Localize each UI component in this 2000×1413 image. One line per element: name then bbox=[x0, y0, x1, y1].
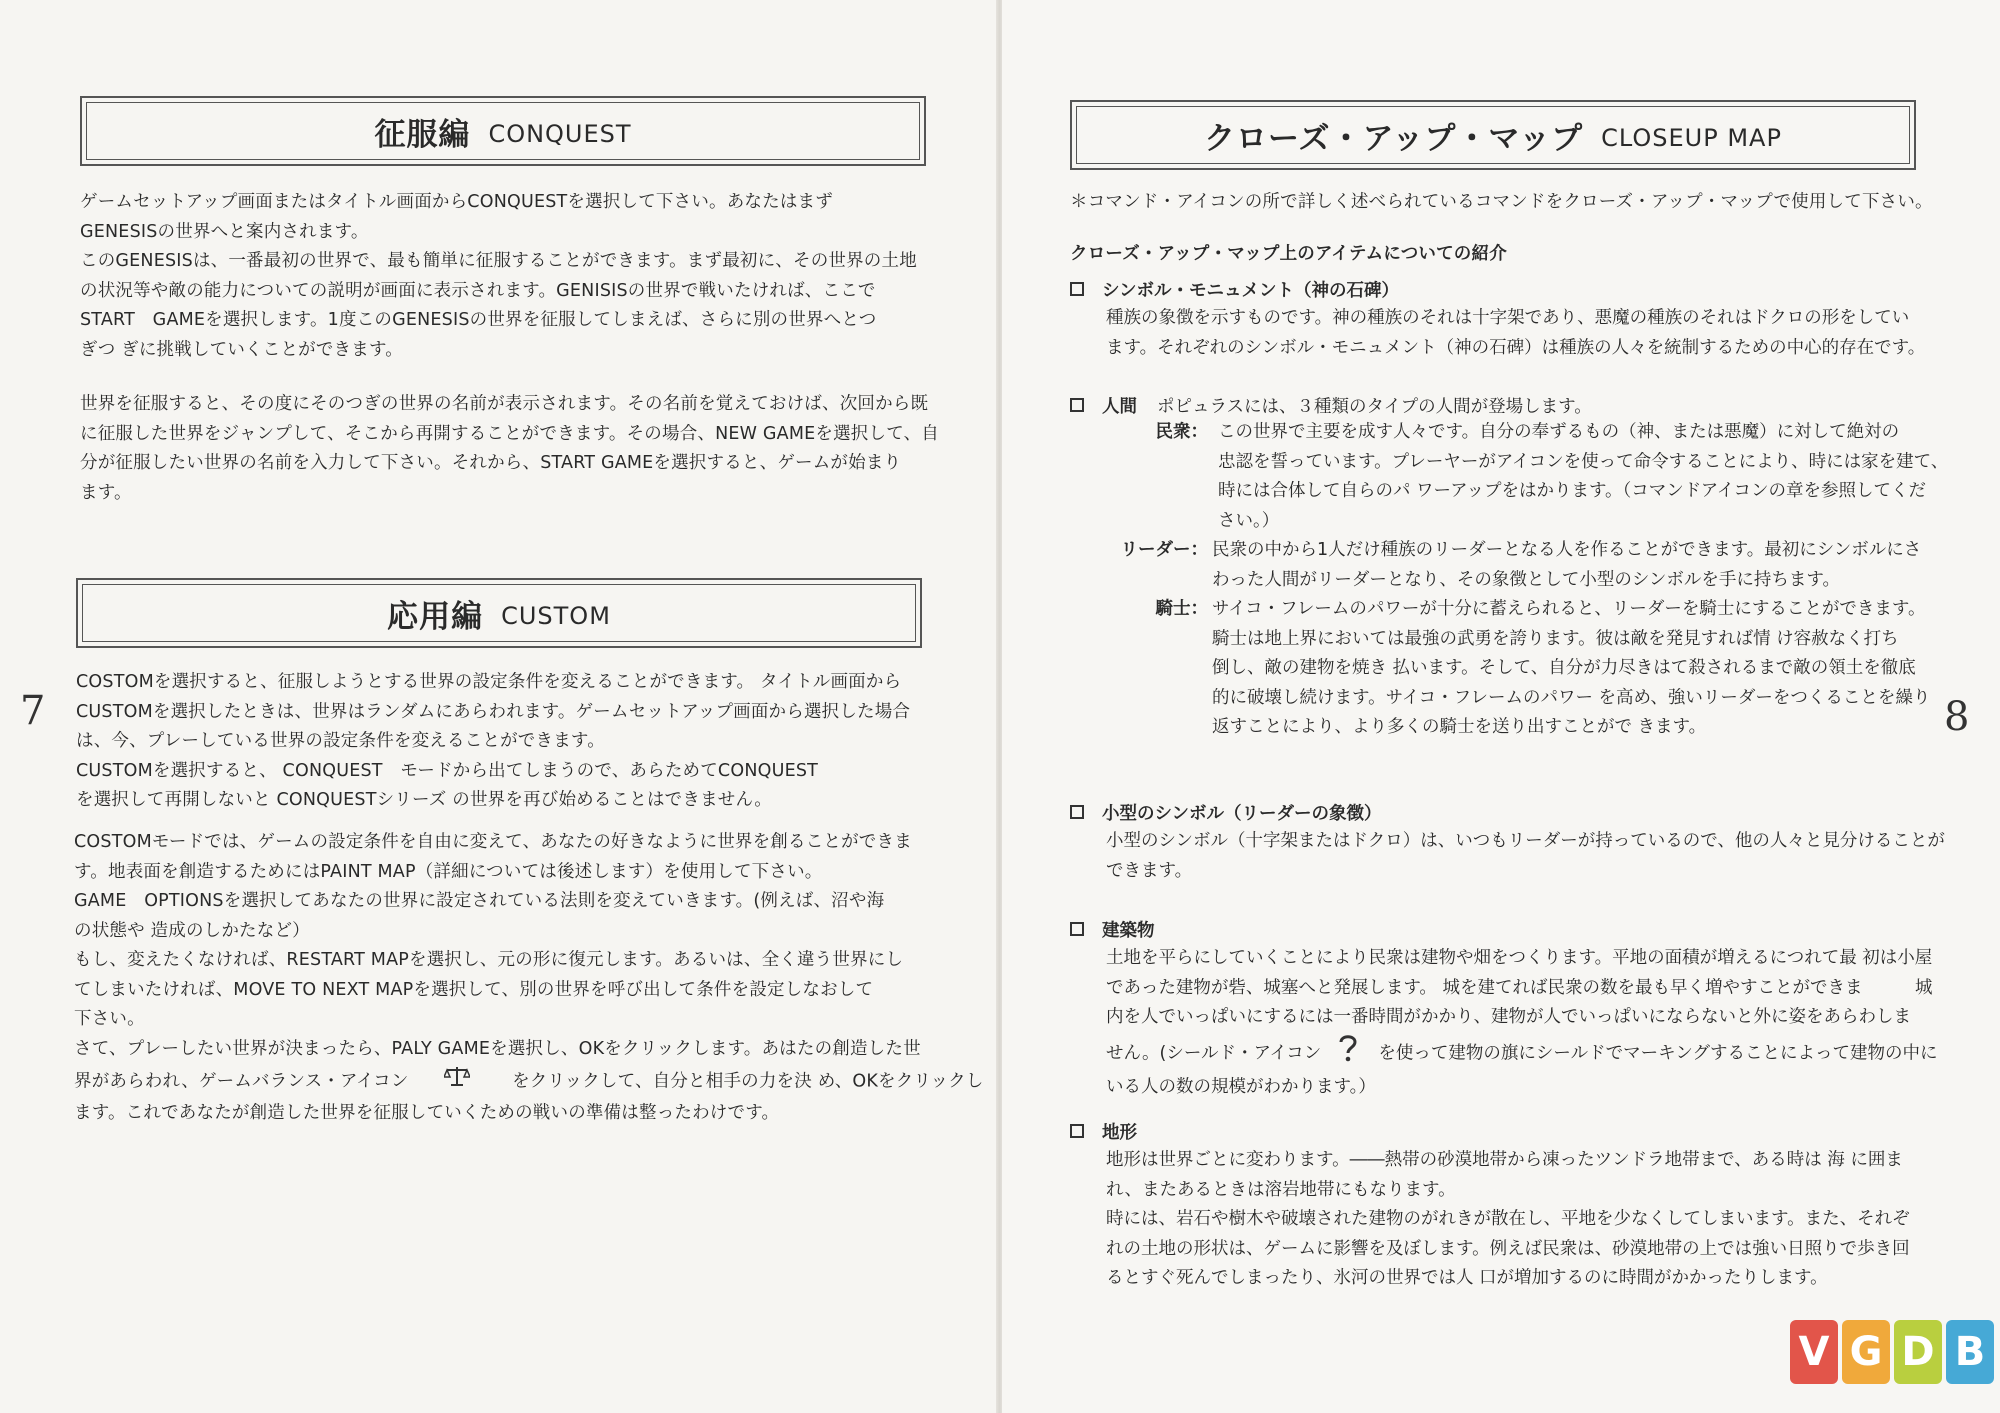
watermark-letter: D bbox=[1894, 1320, 1942, 1384]
text-line: れ、またあるときは溶岩地帯にもなります。 bbox=[1106, 1179, 1456, 1200]
text-line: 騎士は地上界においては最強の武勇を誇ります。彼は敵を発見すれば情 け容赦なく打ち bbox=[1212, 628, 1899, 649]
text-fragment: せん。(シールド・アイコン bbox=[1106, 1042, 1322, 1063]
watermark-letter: G bbox=[1842, 1320, 1890, 1384]
text-line: てしまいたければ、MOVE TO NEXT MAPを選択して、別の世界を呼び出して条件を設定しなおして bbox=[74, 979, 874, 1000]
role-label: 民衆： bbox=[1155, 422, 1208, 442]
text-line: 時には、岩石や樹木や破壊された建物のがれきが散在し、平地を少なくしてしまいます。また、それぞ bbox=[1106, 1209, 1910, 1229]
text-line: 時には合体して自らのパ ワーアップをはかります。（コマンドアイコンの章を参照してくだ bbox=[1218, 481, 1927, 501]
text-line-with-icon bbox=[1106, 1033, 1938, 1074]
text-line: GAME OPTIONSを選択してあなたの世界に設定されている法則を変えていきます。(例えば、沼や海 bbox=[74, 891, 885, 911]
text-line: 返すことにより、より多くの騎士を送り出すことがで きます。 bbox=[1212, 717, 1707, 737]
role-text bbox=[1212, 536, 1921, 595]
text-line: ます。 bbox=[80, 482, 132, 503]
text-line: ぎつ ぎに挑戦していくことができます。 bbox=[80, 339, 403, 360]
text-line: 下さい。 bbox=[74, 1009, 145, 1029]
text-line: 種族の象徴を示すものです。神の種族のそれは十字架であり、悪魔の種族のそれはドクロの形をしてい bbox=[1106, 308, 1910, 328]
closeup-title-box bbox=[1070, 100, 1916, 170]
text-fragment: を使って建物の旗にシールドでマーキングすることによって建物の中に bbox=[1378, 1042, 1938, 1063]
text-line: 小型のシンボル（十字架またはドクロ）は、いつもリーダーが持っているので、他の人々と見分けることが bbox=[1106, 831, 1945, 851]
checkbox-icon bbox=[1070, 805, 1084, 819]
item-title: 地形 bbox=[1102, 1122, 1137, 1143]
text-line: さい。） bbox=[1218, 510, 1280, 531]
item-title: 小型のシンボル（リーダーの象徴） bbox=[1102, 803, 1382, 824]
text-line: 土地を平らにしていくことにより民衆は建物や畑をつくります。平地の面積が増えるにつれて最 初は小屋 bbox=[1106, 948, 1933, 968]
custom-paragraph-2 bbox=[74, 828, 984, 1128]
text-fragment: 界があらわれ、ゲームバランス・アイコン bbox=[74, 1071, 409, 1092]
role-text bbox=[1212, 595, 1930, 743]
checkbox-icon bbox=[1070, 922, 1084, 936]
text-line: に征服した世界をジャンプして、そこから再開することができます。その場合、NEW GAMEを選択して、自 bbox=[80, 423, 939, 444]
balance-scale-icon bbox=[444, 1064, 470, 1099]
item-human bbox=[1070, 390, 1592, 420]
checkbox-icon bbox=[1070, 1124, 1084, 1138]
page-number-right: 8 bbox=[1944, 694, 1970, 740]
text-line: ます。それぞれのシンボル・モニュメント（神の石碑）は種族の人々を統制するための中心的存在です。 bbox=[1106, 337, 1926, 358]
text-line: START GAMEを選択します。1度このGENESISの世界を征服してしまえば、さらに別の世界へとつ bbox=[80, 310, 877, 330]
text-line: ゲームセットアップ画面またはタイトル画面からCONQUESTを選択して下さい。あなたはまず bbox=[80, 192, 833, 212]
conquest-title-box bbox=[80, 96, 926, 166]
conquest-title-jp: 征服編 bbox=[374, 116, 471, 153]
conquest-paragraph-1 bbox=[80, 188, 917, 365]
text-line: このGENESISは、一番最初の世界で、最も簡単に征服することができます。まず最初に、その世界の土地 bbox=[80, 251, 917, 271]
text-line: GENESISの世界へと案内されます。 bbox=[80, 221, 369, 242]
text-line: わった人間がリーダーとなり、その象徴として小型のシンボルを手に持ちます。 bbox=[1212, 569, 1840, 590]
text-line: の状況等や敵の能力についての説明が画面に表示されます。GENISISの世界で戦いたければ、ここで bbox=[80, 280, 876, 301]
text-line: できます。 bbox=[1106, 860, 1193, 881]
text-line: CUSTOMを選択すると、 CONQUEST モードから出てしまうので、あらためてCONQUEST bbox=[76, 760, 819, 781]
closeup-intro: クローズ・アップ・マップ上のアイテムについての紹介 bbox=[1070, 244, 1507, 264]
item-lead: ポピュラスには、３種類のタイプの人間が登場します。 bbox=[1157, 396, 1592, 417]
conquest-title-en: CONQUEST bbox=[488, 120, 632, 148]
item-title: 人間 bbox=[1102, 396, 1137, 417]
role-label: 騎士： bbox=[1155, 599, 1208, 619]
text-line: 倒し、敵の建物を焼き 払います。そして、自分が力尽きはて殺されるまで敵の領土を徹底 bbox=[1212, 658, 1916, 678]
text-line: サイコ・フレームのパワーが十分に蓄えられると、リーダーを騎士にすることができます。 bbox=[1212, 599, 1926, 619]
text-line: いる人の数の規模がわかります。） bbox=[1106, 1077, 1376, 1097]
item-title: 建築物 bbox=[1102, 920, 1155, 941]
text-line: れの土地の形状は、ゲームに影響を及ぼします。例えば民衆は、砂漠地帯の上では強い日照りで歩き回 bbox=[1106, 1238, 1910, 1259]
text-line: 内を人でいっぱいにするには一番時間がかかり、建物が人でいっぱいにならないと外に姿をあらわしま bbox=[1106, 1007, 1911, 1027]
shield-question-icon bbox=[1337, 1033, 1359, 1074]
item-building bbox=[1070, 914, 1938, 1103]
closeup-note: ＊コマンド・アイコンの所で詳しく述べられているコマンドをクローズ・アップ・マップで使用して下さい。 bbox=[1070, 192, 1933, 212]
text-line: COSTOMを選択すると、征服しようとする世界の設定条件を変えることができます。 タイトル画面から bbox=[76, 672, 902, 692]
item-small-symbol bbox=[1070, 797, 1945, 886]
text-line: 的に破壊し続けます。サイコ・フレームのパワー を高め、強いリーダーをつくることを繰り bbox=[1212, 687, 1931, 708]
text-line: CUSTOMを選択したときは、世界はランダムにあらわれます。ゲームセットアップ画面から選択した場合 bbox=[76, 701, 911, 722]
text-line: この世界で主要を成す人々です。自分の奉ずるもの（神、または悪魔）に対して絶対の bbox=[1218, 422, 1900, 442]
custom-title-box bbox=[76, 578, 922, 648]
checkbox-icon bbox=[1070, 398, 1084, 412]
item-terrain bbox=[1070, 1116, 1910, 1294]
item-symbol-monument bbox=[1070, 274, 1925, 363]
text-line: を選択して再開しないと CONQUESTシリーズ の世界を再び始めることはできません。 bbox=[76, 790, 772, 810]
text-line: さて、プレーしたい世界が決まったら、PALY GAMEを選択し、OKをクリックします。あはたの創造した世 bbox=[74, 1038, 921, 1059]
watermark-letter: B bbox=[1946, 1320, 1994, 1384]
closeup-title-jp: クローズ・アップ・マップ bbox=[1204, 120, 1584, 157]
custom-title-en: CUSTOM bbox=[501, 602, 611, 630]
text-line: 分が征服したい世界の名前を入力して下さい。それから、START GAMEを選択すると、ゲームが始まり bbox=[80, 453, 902, 473]
watermark-letter: V bbox=[1790, 1320, 1838, 1384]
text-line: COSTOMモードでは、ゲームの設定条件を自由に変えて、あなたの好きなように世界を創ることができま bbox=[74, 832, 912, 852]
text-line: もし、変えたくなければ、RESTART MAPを選択し、元の形に復元します。あるいは、全く違う世界にし bbox=[74, 950, 904, 970]
text-line: の状態や 造成のしかたなど） bbox=[74, 920, 310, 941]
checkbox-icon bbox=[1070, 282, 1084, 296]
page-number-left: 7 bbox=[20, 688, 46, 734]
custom-paragraph-1 bbox=[76, 668, 910, 816]
text-line: るとすぐ死んでしまったり、氷河の世界では人 口が増加するのに時間がかかったりします。 bbox=[1106, 1268, 1828, 1288]
role-label: リーダー： bbox=[1120, 540, 1208, 560]
text-line: す。地表面を創造するためにはPAINT MAP（詳細については後述します）を使用して下さい。 bbox=[74, 861, 823, 882]
text-line: 民衆の中から1人だけ種族のリーダーとなる人を作ることができます。最初にシンボルにさ bbox=[1212, 540, 1922, 560]
text-line: 忠認を誓っています。プレーヤーがアイコンを使って命令することにより、時には家を建て、 bbox=[1218, 451, 1949, 472]
vgdb-watermark bbox=[1790, 1320, 1994, 1384]
text-line: ます。これであなたが創造した世界を征服していくための戦いの準備は整ったわけです。 bbox=[74, 1102, 780, 1123]
item-title: シンボル・モニュメント（神の石碑） bbox=[1102, 280, 1400, 301]
text-line-with-icon bbox=[74, 1064, 984, 1099]
text-line: であった建物が砦、城塞へと発展します。 城を建てれば民衆の数を最も早く増やすことができま 城 bbox=[1106, 977, 1933, 998]
custom-title-jp: 応用編 bbox=[387, 598, 484, 635]
text-line: 地形は世界ごとに変わります。――熱帯の砂漠地帯から凍ったツンドラ地帯まで、ある時は 海 に囲ま bbox=[1106, 1150, 1903, 1170]
conquest-paragraph-2 bbox=[80, 390, 939, 508]
role-text bbox=[1218, 418, 1948, 536]
text-line: 世界を征服すると、その度にそのつぎの世界の名前が表示されます。その名前を覚えておけば、次回から既 bbox=[80, 394, 929, 414]
closeup-title-en: CLOSEUP MAP bbox=[1601, 124, 1782, 152]
text-line: は、今、プレーしている世界の設定条件を変えることができます。 bbox=[76, 731, 605, 751]
text-fragment: をクリックして、自分と相手の力を決 め、OKをクリックし bbox=[512, 1071, 984, 1092]
